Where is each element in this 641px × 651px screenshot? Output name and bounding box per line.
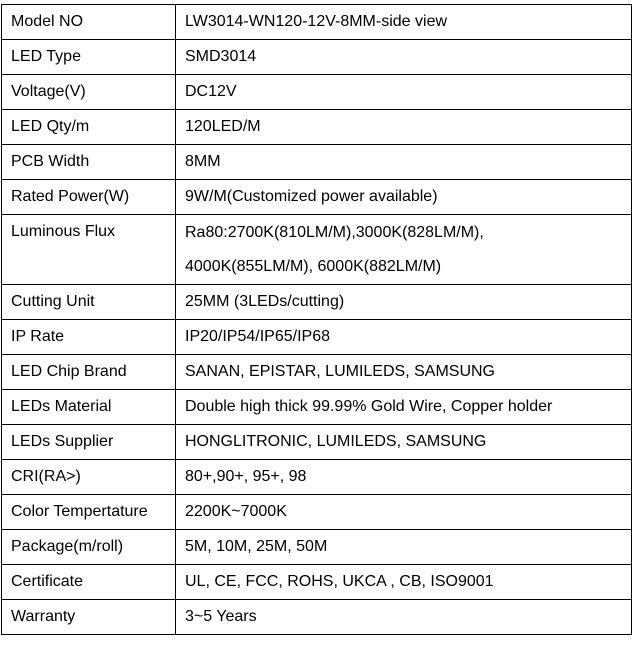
spec-key: LED Qty/m (2, 110, 176, 145)
spec-key: LED Type (2, 40, 176, 75)
table-row (2, 40, 632, 75)
spec-value-line: Ra80:2700K(810LM/M),3000K(828LM/M), (185, 223, 484, 241)
spec-value-line: 4000K(855LM/M), 6000K(882LM/M) (185, 257, 442, 275)
spec-key: LED Chip Brand (2, 355, 176, 390)
table-row (2, 530, 632, 565)
table-row (2, 285, 632, 320)
spec-key: CRI(RA>) (2, 460, 176, 495)
table-row (2, 110, 632, 145)
table-row (2, 460, 632, 495)
spec-value: 5M, 10M, 25M, 50M (176, 530, 632, 565)
spec-key: Certificate (2, 565, 176, 600)
spec-value: 25MM (3LEDs/cutting) (176, 285, 632, 320)
spec-value: SANAN, EPISTAR, LUMILEDS, SAMSUNG (176, 355, 632, 390)
table-row (2, 5, 632, 40)
table-row (2, 75, 632, 110)
table-row (2, 215, 632, 285)
table-row (2, 145, 632, 180)
spec-value: 2200K~7000K (176, 495, 632, 530)
spec-value: IP20/IP54/IP65/IP68 (176, 320, 632, 355)
table-row (2, 565, 632, 600)
spec-key: Package(m/roll) (2, 530, 176, 565)
spec-key: LEDs Material (2, 390, 176, 425)
spec-key: Voltage(V) (2, 75, 176, 110)
spec-table (1, 4, 632, 635)
spec-value: HONGLITRONIC, LUMILEDS, SAMSUNG (176, 425, 632, 460)
spec-key: IP Rate (2, 320, 176, 355)
table-row (2, 390, 632, 425)
table-row (2, 320, 632, 355)
spec-value: 8MM (176, 145, 632, 180)
spec-value: Double high thick 99.99% Gold Wire, Copper holder (176, 390, 632, 425)
spec-key: LEDs Supplier (2, 425, 176, 460)
spec-value: LW3014-WN120-12V-8MM-side view (176, 5, 632, 40)
table-row (2, 425, 632, 460)
spec-value: 120LED/M (176, 110, 632, 145)
table-row (2, 600, 632, 635)
spec-value: 80+,90+, 95+, 98 (176, 460, 632, 495)
spec-key: Color Tempertature (2, 495, 176, 530)
spec-value: UL, CE, FCC, ROHS, UKCA , CB, ISO9001 (176, 565, 632, 600)
table-row (2, 495, 632, 530)
spec-key: PCB Width (2, 145, 176, 180)
table-row (2, 355, 632, 390)
spec-key: Model NO (2, 5, 176, 40)
spec-value (176, 215, 632, 285)
spec-key: Cutting Unit (2, 285, 176, 320)
spec-value: SMD3014 (176, 40, 632, 75)
table-row (2, 180, 632, 215)
spec-key: Warranty (2, 600, 176, 635)
spec-value: 3~5 Years (176, 600, 632, 635)
spec-value: 9W/M(Customized power available) (176, 180, 632, 215)
spec-value: DC12V (176, 75, 632, 110)
spec-key: Luminous Flux (2, 215, 176, 285)
spec-key: Rated Power(W) (2, 180, 176, 215)
